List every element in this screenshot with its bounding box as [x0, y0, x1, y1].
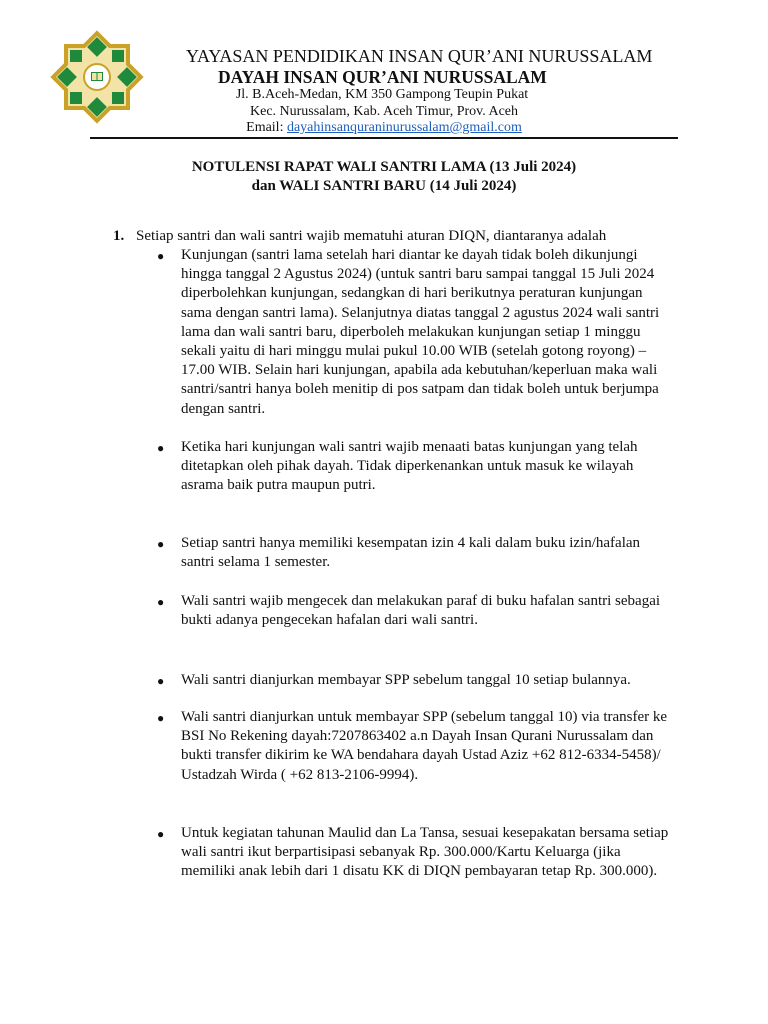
- bullet-line: 17.00 WIB. Selain hari kunjungan, apabila ada kebutuhan/keperluan maka wali: [181, 362, 658, 379]
- bullet-line: Untuk kegiatan tahunan Maulid dan La Tansa, sesuai kesepakatan bersama setiap: [181, 825, 669, 841]
- bullet-marker: ●: [157, 827, 165, 841]
- bullet-line: Ketika hari kunjungan wali santri wajib menaati batas kunjungan yang telah: [181, 439, 638, 455]
- bullet-item-memorization-check: [181, 592, 679, 630]
- email-link[interactable]: dayahinsanquraninurussalam@gmail.com: [286, 120, 522, 135]
- address-line-1: Jl. B.Aceh-Medan, KM 350 Gampong Teupin Pukat: [235, 87, 529, 102]
- email-line: [0, 120, 768, 136]
- item-text: Setiap santri dan wali santri wajib mematuhi aturan DIQN, diantaranya adalah: [136, 228, 607, 244]
- bullet-line: diperbolehkan kunjungan, sedangkan di hari berikutnya peraturan kunjungan: [181, 285, 643, 302]
- bullet-item-spp-transfer: [181, 708, 679, 785]
- bullet-line: asrama baik putra maupun putri.: [181, 477, 376, 494]
- bullet-marker: ●: [157, 441, 165, 455]
- bullet-line: sekali yaitu di hari minggu mulai pukul 10.00 WIB (setelah gotong royong) –: [181, 343, 647, 360]
- bullet-line: bukti adanya pengecekan hafalan dari wali santri.: [181, 612, 478, 629]
- document-title-line-1: NOTULENSI RAPAT WALI SANTRI LAMA (13 Juli 2024): [191, 159, 577, 175]
- bullet-item-visiting-limits: [181, 438, 679, 496]
- bullet-line: Wali santri wajib mengecek dan melakukan paraf di buku hafalan santri sebagai: [181, 593, 661, 609]
- bullet-item-visiting: [181, 246, 679, 419]
- bullet-line: lama dan wali santri baru, diperboleh melakukan kunjungan setiap 1 minggu: [181, 323, 641, 340]
- bullet-line: sama dengan santri lama). Selanjutnya diatas tanggal 2 agustus 2024 wali santri: [181, 304, 660, 321]
- bullet-marker: ●: [157, 537, 165, 551]
- bullet-marker: ●: [157, 711, 165, 725]
- address-line-2: Kec. Nurussalam, Kab. Aceh Timur, Prov. Aceh: [250, 104, 518, 119]
- bullet-marker: ●: [157, 595, 165, 609]
- bullet-marker: ●: [157, 674, 165, 688]
- header-divider: [90, 137, 678, 139]
- bullet-line: BSI No Rekening dayah:7207863402 a.n Dayah Insan Qurani Nurussalam dan: [181, 728, 654, 745]
- document-title-line-2: dan WALI SANTRI BARU (14 Juli 2024): [251, 178, 517, 194]
- bullet-line: Kunjungan (santri lama setelah hari diantar ke dayah tidak boleh dikunjungi: [181, 247, 638, 263]
- bullet-line: memiliki anak lebih dari 1 disatu KK di DIQN pembayaran tetap Rp. 300.000).: [181, 863, 658, 880]
- bullet-line: santri/santri hanya boleh menitip di pos satpam dan tidak boleh untuk berjumpa: [181, 381, 659, 398]
- organization-name: YAYASAN PENDIDIKAN INSAN QUR’ANI NURUSSALAM: [186, 46, 653, 66]
- bullet-line: Wali santri dianjurkan membayar SPP sebelum tanggal 10 setiap bulannya.: [181, 672, 631, 688]
- bullet-item-spp-deadline: [181, 671, 679, 690]
- bullet-item-annual-event: [181, 824, 679, 882]
- bullet-marker: ●: [157, 249, 165, 263]
- bullet-line: Ustadzah Wirda ( +62 813-2106-9994).: [181, 766, 419, 783]
- bullet-item-permission: [181, 534, 679, 572]
- bullet-line: hingga tanggal 2 Agustus 2024) (untuk santri baru sampai tanggal 15 Juli 2024: [181, 266, 655, 283]
- dayah-name: DAYAH INSAN QUR’ANI NURUSSALAM: [218, 67, 547, 87]
- email-label: Email:: [246, 120, 284, 135]
- bullet-line: santri selama 1 semester.: [181, 554, 331, 571]
- item-number: 1.: [113, 228, 125, 244]
- bullet-line: dengan santri.: [181, 400, 266, 417]
- bullet-line: Setiap santri hanya memiliki kesempatan izin 4 kali dalam buku izin/hafalan: [181, 535, 641, 551]
- bullet-line: wali santri ikut berpartisipasi sebanyak Rp. 300.000/Kartu Keluarga (jika: [181, 844, 621, 861]
- bullet-line: bukti transfer dikirim ke WA bendahara dayah Ustad Aziz +62 812-6334-5458)/: [181, 747, 661, 764]
- bullet-line: ditetapkan oleh pihak dayah. Tidak diperkenankan untuk masuk ke wilayah: [181, 458, 634, 475]
- bullet-line: Wali santri dianjurkan untuk membayar SPP (sebelum tanggal 10) via transfer ke: [181, 709, 668, 725]
